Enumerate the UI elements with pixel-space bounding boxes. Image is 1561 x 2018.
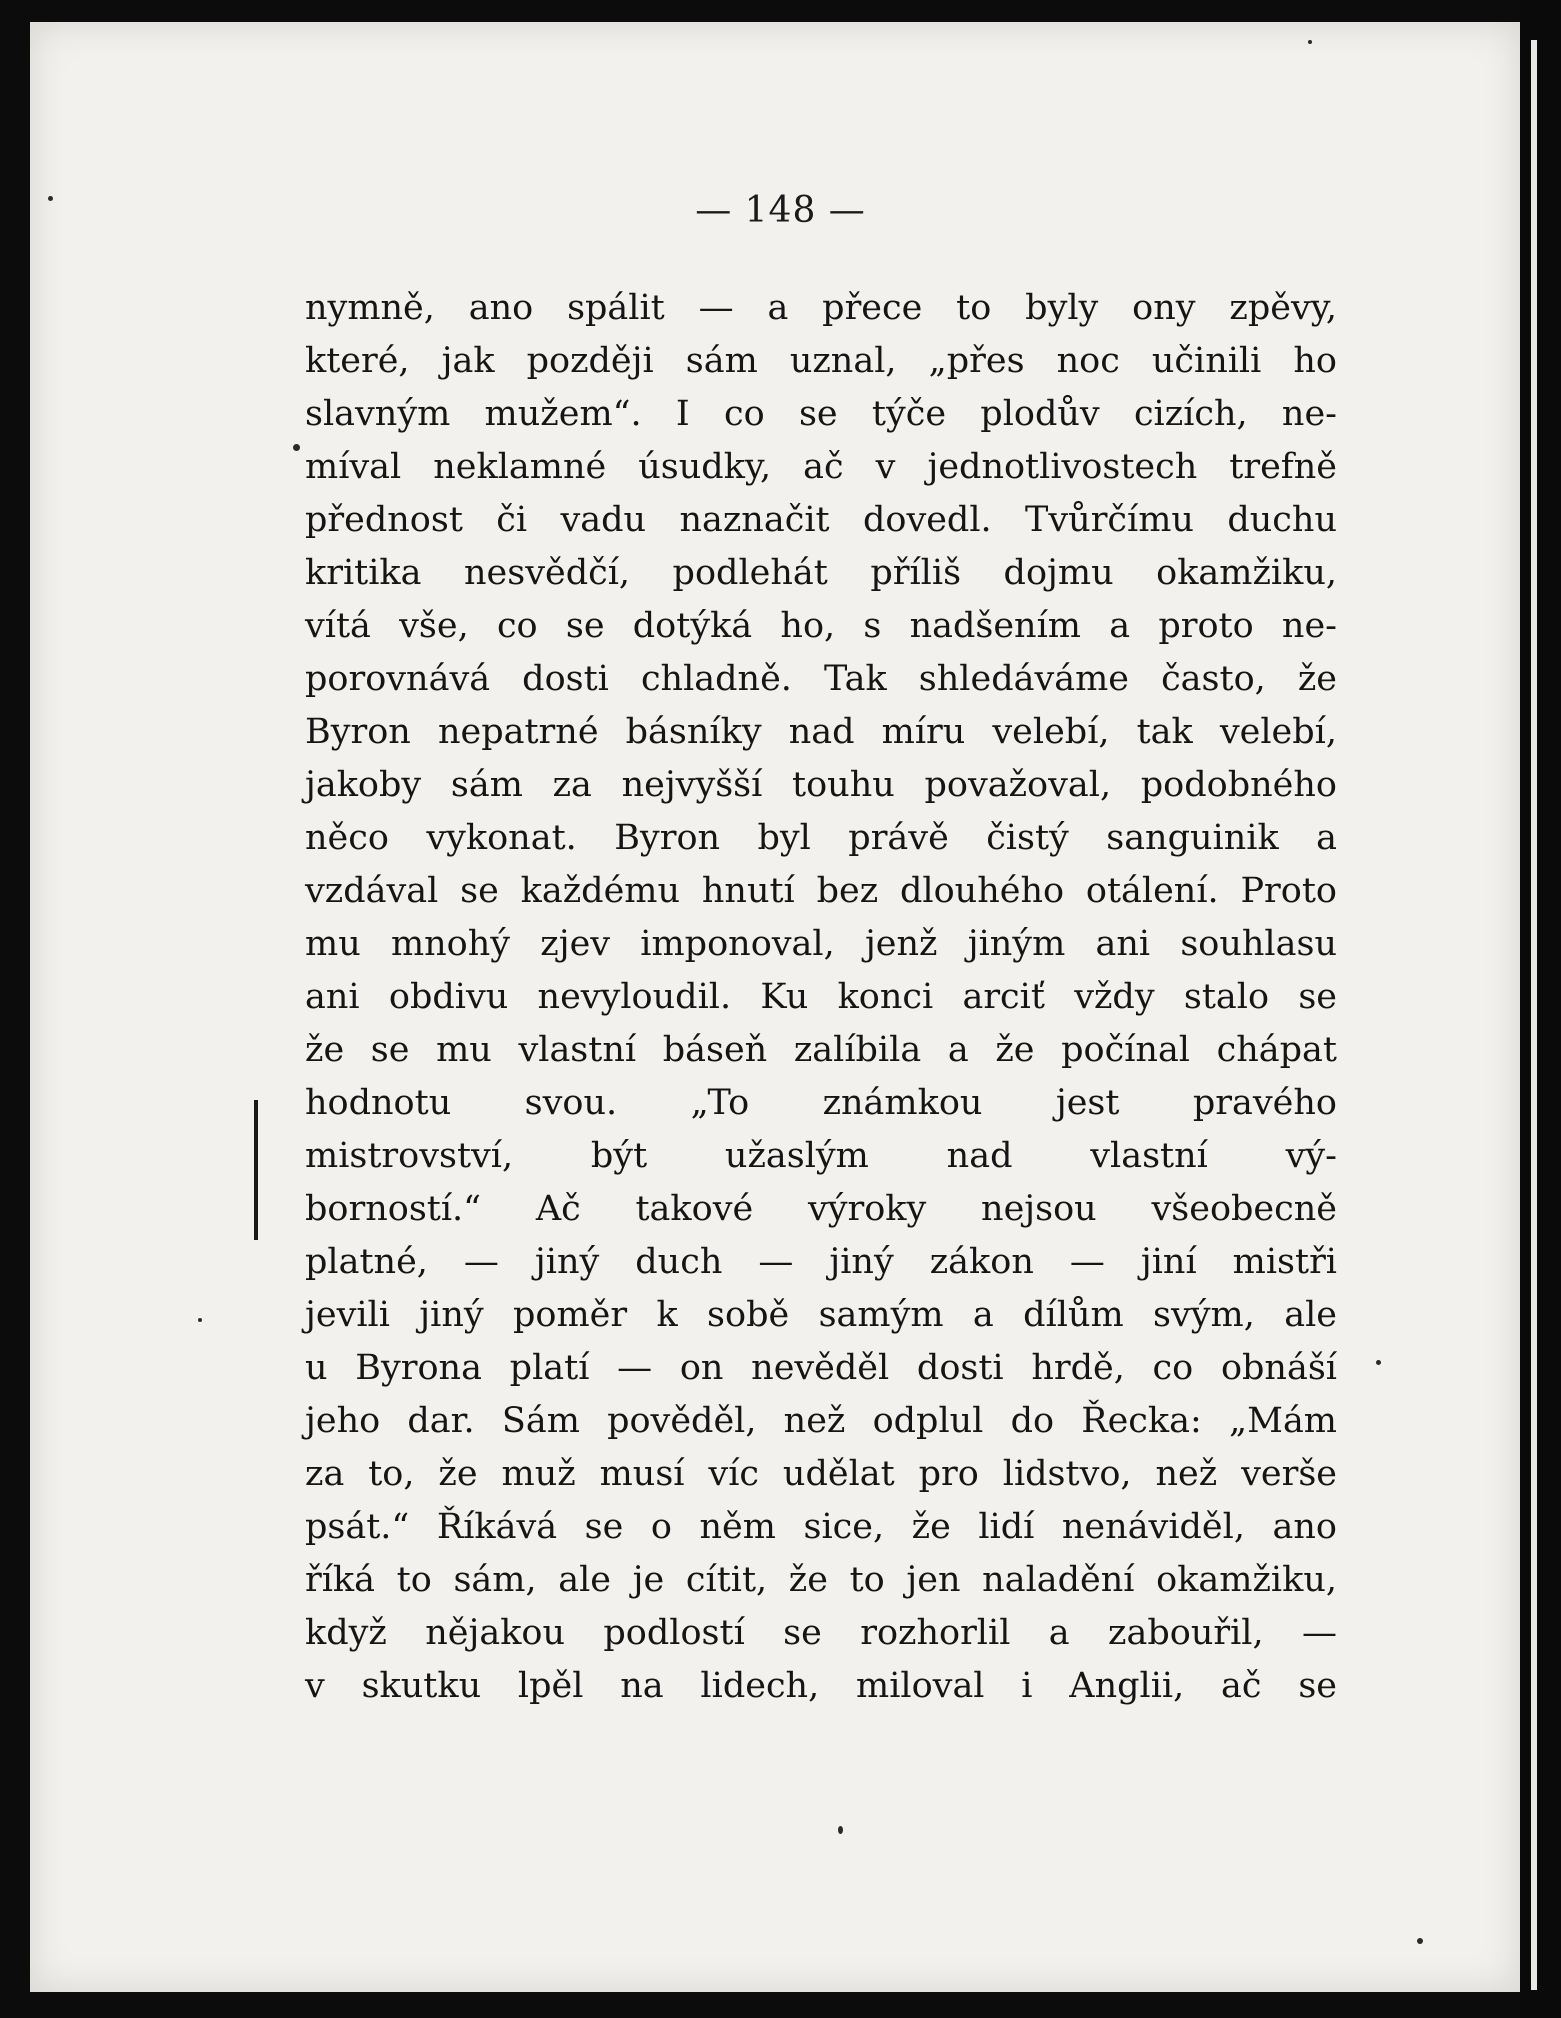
text-line: za to, že muž musí víc udělat pro lidstvo, než verše xyxy=(305,1454,1337,1494)
text-line: které, jak později sám uznal, „přes noc učinili ho xyxy=(305,341,1337,381)
text-line: když nějakou podlostí se rozhorlil a zabouřil, — xyxy=(305,1613,1337,1653)
text-line: slavným mužem“. I co se týče plodův cizích, ne- xyxy=(305,394,1337,434)
text-line: přednost či vadu naznačit dovedl. Tvůrčímu duchu xyxy=(305,500,1337,540)
text-line: jakoby sám za nejvyšší touhu považoval, podobného xyxy=(305,765,1337,805)
text-line: nymně, ano spálit — a přece to byly ony zpěvy, xyxy=(305,288,1337,328)
page-number: — 148 — xyxy=(695,190,866,231)
margin-mark xyxy=(254,1100,258,1240)
scan-speck xyxy=(1308,40,1312,44)
text-line: jevili jiný poměr k sobě samým a dílům svým, ale xyxy=(305,1295,1337,1335)
page-edge xyxy=(1531,40,1537,1990)
body-text xyxy=(305,282,1337,1713)
scan-speck xyxy=(293,444,300,451)
text-line: vzdával se každému hnutí bez dlouhého otálení. Proto xyxy=(305,871,1337,911)
text-line: kritika nesvědčí, podlehát příliš dojmu okamžiku, xyxy=(305,553,1337,593)
text-line: mistrovství, být užaslým nad vlastní vý- xyxy=(305,1136,1337,1176)
text-line: Byron nepatrné básníky nad míru velebí, tak velebí, xyxy=(305,712,1337,752)
text-line: mu mnohý zjev imponoval, jenž jiným ani souhlasu xyxy=(305,924,1337,964)
text-line: platné, — jiný duch — jiný zákon — jiní mistři xyxy=(305,1242,1337,1282)
text-line: jeho dar. Sám pověděl, než odplul do Řecka: „Mám xyxy=(305,1401,1337,1441)
scan-border xyxy=(1520,0,1561,2018)
scan-speck xyxy=(1417,1938,1423,1944)
text-line: u Byrona platí — on nevěděl dosti hrdě, co obnáší xyxy=(305,1348,1337,1388)
text-line: vítá vše, co se dotýká ho, s nadšením a proto ne- xyxy=(305,606,1337,646)
text-line: psát.“ Říkává se o něm sice, že lidí nenáviděl, ano xyxy=(305,1507,1337,1547)
text-line: v skutku lpěl na lidech, miloval i Anglii, ač se xyxy=(305,1666,1337,1706)
text-line: hodnotu svou. „To známkou jest pravého xyxy=(305,1083,1337,1123)
text-line: míval neklamné úsudky, ač v jednotlivostech trefně xyxy=(305,447,1337,487)
scan-speck xyxy=(838,1826,843,1834)
scan-speck xyxy=(1376,1360,1381,1365)
scan-speck xyxy=(198,1318,202,1322)
text-line: porovnává dosti chladně. Tak shledáváme často, že xyxy=(305,659,1337,699)
text-line: říká to sám, ale je cítit, že to jen naladění okamžiku, xyxy=(305,1560,1337,1600)
text-line: něco vykonat. Byron byl právě čistý sanguinik a xyxy=(305,818,1337,858)
scan-speck xyxy=(48,196,53,201)
text-line: ani obdivu nevyloudil. Ku konci arciť vždy stalo se xyxy=(305,977,1337,1017)
text-line: že se mu vlastní báseň zalíbila a že počínal chápat xyxy=(305,1030,1337,1070)
text-line: borností.“ Ač takové výroky nejsou všeobecně xyxy=(305,1189,1337,1229)
